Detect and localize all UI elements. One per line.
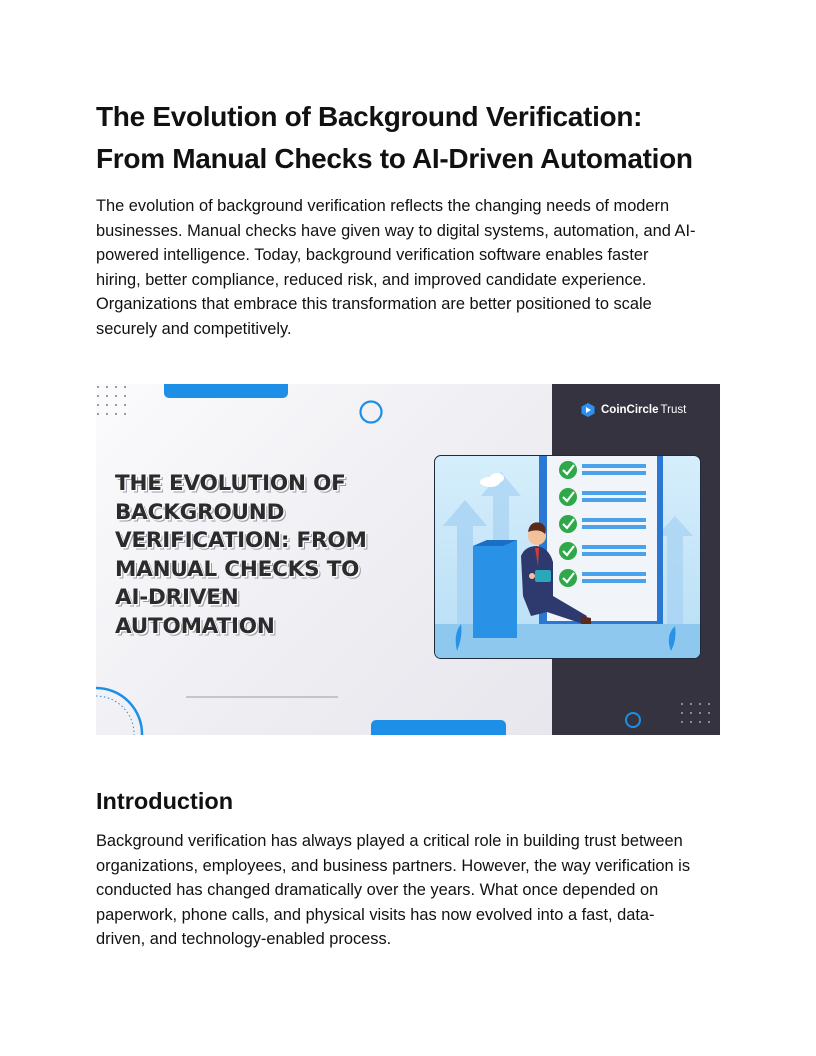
intro-line: organizations, employees, and business partners. However, the way verification is — [96, 856, 691, 875]
summary-paragraph — [96, 194, 726, 342]
brand-logo — [580, 402, 686, 418]
brand-name-trust: Trust — [660, 404, 687, 416]
summary-line: hiring, better compliance, reduced risk, and improved candidate experience. — [96, 270, 647, 289]
intro-line: Background verification has always played a critical role in building trust between — [96, 832, 683, 850]
dot-grid-decoration — [96, 384, 136, 422]
summary-line: Organizations that embrace this transformation are better positioned to scale — [96, 295, 652, 314]
banner-title-line: BACKGROUND — [115, 499, 285, 525]
arc-decoration — [96, 684, 148, 735]
brand-name-coincircle: CoinCircle — [601, 404, 659, 416]
banner-title-line: AI-DRIVEN — [115, 585, 239, 610]
summary-line: businesses. Manual checks have given way to digital systems, automation, and AI- — [96, 221, 696, 240]
introduction-paragraph — [96, 829, 721, 952]
document-body — [96, 96, 720, 342]
illustration-graphic — [435, 456, 700, 658]
page-title — [96, 96, 720, 180]
page-title-line-2: From Manual Checks to AI-Driven Automation — [96, 143, 693, 174]
divider-line — [186, 696, 338, 699]
summary-line: securely and competitively. — [96, 319, 292, 338]
intro-line: conducted has changed dramatically over the years. What once depended on — [96, 881, 659, 900]
summary-line: The evolution of background verification reflects the changing needs of modern — [96, 197, 670, 215]
play-shield-icon — [580, 402, 596, 418]
dot-grid-decoration — [680, 702, 718, 734]
banner-title-line: THE EVOLUTION OF — [115, 471, 346, 496]
man-with-checklist-illustration — [434, 455, 701, 659]
section-heading-introduction: Introduction — [96, 788, 234, 814]
bottom-accent-bar — [371, 720, 506, 735]
banner-title-line: AUTOMATION — [115, 613, 275, 639]
ring-decoration — [624, 711, 642, 729]
top-accent-bar — [164, 384, 288, 398]
intro-line: paperwork, phone calls, and physical visits has now evolved into a fast, data- — [96, 905, 655, 924]
summary-line: powered intelligence. Today, background verification software enables faster — [96, 246, 649, 265]
banner-title-line: VERIFICATION: FROM — [115, 528, 367, 553]
ring-decoration — [358, 399, 384, 425]
banner-title — [115, 470, 405, 641]
banner-title-line: MANUAL CHECKS TO — [115, 556, 360, 582]
intro-line: driven, and technology-enabled process. — [96, 930, 392, 949]
page-title-line-1: The Evolution of Background Verification: — [96, 101, 643, 132]
hero-banner-image — [96, 384, 720, 735]
